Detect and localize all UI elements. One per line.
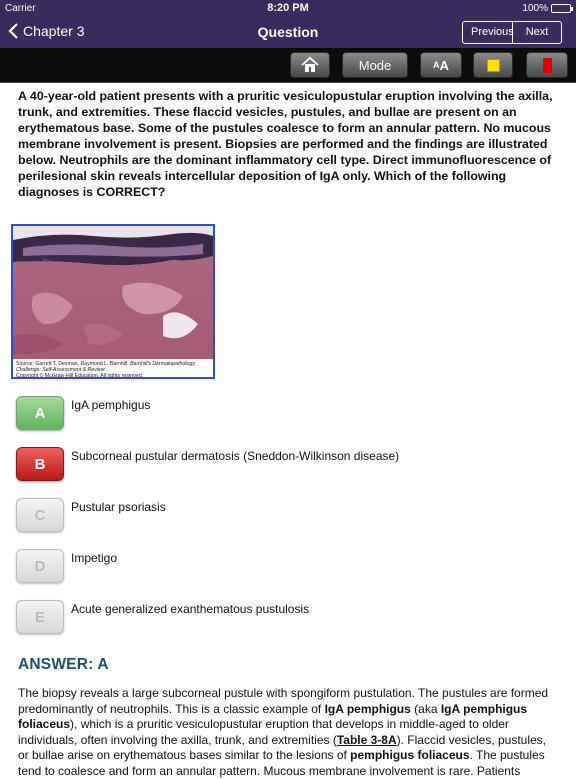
font-size-button[interactable]	[420, 52, 462, 78]
answer-explanation: The biopsy reveals a large subcorneal pustule with spongiform pustulation. The pustules are formed predominantly of neutrophils. This is a classic example of IgA pemphigus (aka IgA pemphigus foliaceus), which is a pruritic vesiculopustular eruption that develops in middle-aged to older individuals, often involving the axilla, trunk, and extremities (Table 3-8A). Flaccid vesicles, pustules, or bullae arise on erythematous bases similar to the lesions of pemphigus foliaceus. The pustules tend to coalesce and form an annular pattern. Mucous membrane involvement is rare. Patients	[18, 686, 549, 778]
answer-option-d[interactable]	[16, 549, 556, 585]
answer-option-c[interactable]	[16, 498, 556, 534]
term-iga-pemphigus: IgA pemphigus	[324, 701, 411, 716]
figure-caption-source: Source: Garrett T. Desman, Raymond L. Barnhill:	[16, 361, 131, 367]
table-3-8a-link[interactable]: Table 3-8A	[336, 732, 397, 747]
clock: 8:20 PM	[267, 2, 309, 14]
battery-icon	[551, 4, 571, 13]
figure-caption	[16, 361, 212, 379]
battery-indicator	[522, 3, 571, 14]
histology-figure[interactable]	[11, 224, 215, 379]
answer-heading: ANSWER: A	[18, 656, 109, 673]
option-b-text: Subcorneal pustular dermatosis (Sneddon-Wilkinson disease)	[71, 449, 400, 463]
answer-option-a[interactable]	[16, 396, 556, 432]
font-size-large-a: A	[439, 57, 449, 73]
home-icon	[301, 57, 319, 73]
carrier-label: Carrier	[5, 3, 36, 14]
option-c-button[interactable]: C	[16, 498, 64, 532]
term-pemphigus-foliaceus: pemphigus foliaceus	[350, 748, 470, 762]
battery-percent: 100%	[522, 3, 548, 14]
home-button[interactable]	[290, 52, 330, 78]
font-size-small-a: A	[433, 60, 440, 70]
page-title: Question	[257, 24, 319, 40]
prev-next-control	[462, 21, 562, 44]
previous-button[interactable]: Previous	[463, 22, 513, 43]
option-d-text: Impetigo	[71, 551, 118, 565]
figure-caption-copyright: Copyright © McGraw-Hill Education. All rights reserved.	[16, 373, 144, 379]
option-c-text: Pustular psoriasis	[71, 500, 166, 514]
mode-button[interactable]: Mode	[342, 52, 408, 78]
figure-caption-title: Barnhill's Dermatopathology Challenge: Self-Assessment & Review	[16, 361, 195, 373]
status-bar	[0, 0, 576, 17]
term-iga-pemphigus-foliaceus: IgA pemphigus foliaceus	[18, 701, 528, 731]
question-stem: A 40-year-old patient presents with a pruritic vesiculopustular eruption involving the axilla, trunk, and extremities. These flaccid vesicles, pustules, and bullae are present on an erythematous base. Some of the pustules coalesce to form an annular pattern. No mucous membrane involvement is present. Biopsies are performed and the findings are illustrated below. Neutrophils are the dominant inflammatory cell type. Direct immunofluorescence of perilesional skin reveals intercellular deposition of IgA only. Which of the following diagnoses is CORRECT?	[18, 89, 553, 199]
chevron-left-icon	[8, 23, 19, 39]
histology-image	[13, 226, 213, 359]
option-a-text: IgA pemphigus	[71, 398, 151, 412]
option-e-button[interactable]: E	[16, 600, 64, 634]
back-button[interactable]	[8, 23, 84, 39]
option-e-text: Acute generalized exanthematous pustulosis	[71, 602, 310, 616]
option-b-button[interactable]: B	[16, 447, 64, 481]
note-button[interactable]	[473, 52, 513, 78]
toolbar	[0, 48, 576, 83]
answer-option-b[interactable]	[16, 447, 556, 483]
answer-option-e[interactable]	[16, 600, 556, 636]
note-icon	[487, 59, 500, 72]
back-button-label: Chapter 3	[23, 23, 85, 39]
flag-button[interactable]	[526, 52, 568, 78]
option-a-button[interactable]: A	[16, 396, 64, 430]
flag-icon	[543, 58, 552, 73]
option-d-button[interactable]: D	[16, 549, 64, 583]
next-button[interactable]: Next	[525, 26, 549, 38]
navigation-bar	[0, 17, 576, 48]
